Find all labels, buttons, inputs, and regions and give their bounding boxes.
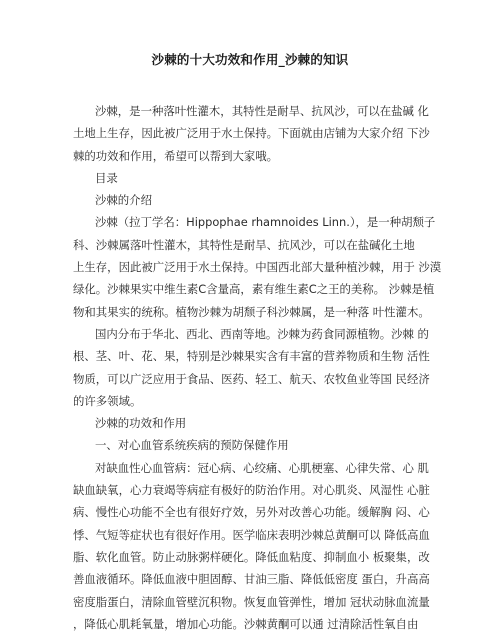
text-line: 上生存，因此被广泛用于水土保持。中国西北部大量种植沙棘，用于 沙漠 — [73, 260, 442, 275]
text-line: 根、茎、叶、花、果，特别是沙棘果实含有丰富的营养物质和生物 活性 — [73, 349, 430, 364]
document-body — [73, 100, 442, 635]
text-line: 土地上生存，因此被广泛用于水土保持。下面就由店铺为大家介绍 下沙 — [73, 126, 430, 141]
text-line: 密度脂蛋白，清除血管壁沉积物。恢复血管弹性，增加 冠状动脉血流量 — [73, 594, 430, 609]
text-line: 绿化。沙棘果实中维生素C含量高，素有维生素C之王的美称。 沙棘是植 — [73, 282, 435, 297]
text-line: 物和其果实的统称。植物沙棘为胡颓子科沙棘属，是一种落 叶性灌木。 — [73, 304, 430, 319]
text-line: 物质，可以广泛应用于食品、医药、轻工、航天、农牧鱼业等国 民经济 — [73, 371, 430, 386]
text-line: 沙棘的介绍 — [95, 193, 152, 208]
text-line: 悸、气短等症状也有很好作用。医学临床表明沙棘总黄酮可以 降低高血 — [73, 527, 430, 542]
text-line: 沙棘的功效和作用 — [95, 416, 187, 431]
text-line: 科、沙棘属落叶性灌木，其特性是耐旱、抗风沙，可以在盐碱化土地 — [73, 237, 415, 252]
text-line: 国内分布于华北、西北、西南等地。沙棘为药食同源植物。沙棘 的 — [95, 326, 429, 341]
text-line: 缺血缺氧，心力衰竭等病症有极好的防治作用。对心肌炎、风湿性 心脏 — [73, 483, 430, 498]
text-line: ，降低心肌耗氧量，增加心功能。沙棘黄酮可以通 过清除活性氧自由 — [73, 616, 419, 631]
text-line: 对缺血性心血管病：冠心病、心绞痛、心肌梗塞、心律失常、心 肌 — [95, 460, 429, 475]
text-line: 目录 — [95, 170, 118, 185]
document-title: 沙棘的十大功效和作用_沙棘的知识 — [151, 52, 349, 67]
text-line: 沙棘，是一种落叶性灌木，其特性是耐旱、抗风沙，可以在盐碱 化 — [95, 104, 429, 118]
text-line: 善血液循环。降低血液中胆固醇、甘油三脂、降低低密度 蛋白，升高高 — [73, 572, 430, 587]
text-line: 棘的功效和作用，希望可以帮到大家哦。 — [73, 148, 279, 163]
text-line: 脂、软化血管。防止动脉粥样硬化。降低血粘度、抑制血小 板聚集，改 — [73, 549, 430, 564]
text-line: 一、对心血管系统疾病的预防保健作用 — [95, 438, 289, 453]
text-line: 沙棘（拉丁学名：Hippophae rhamnoides Linn.），是一种胡颓子 — [95, 215, 436, 230]
text-line: 病、慢性心功能不全也有很好疗效，另外对改善心功能。缓解胸 闷、心 — [73, 505, 430, 520]
text-line: 的许多领域。 — [73, 393, 142, 408]
